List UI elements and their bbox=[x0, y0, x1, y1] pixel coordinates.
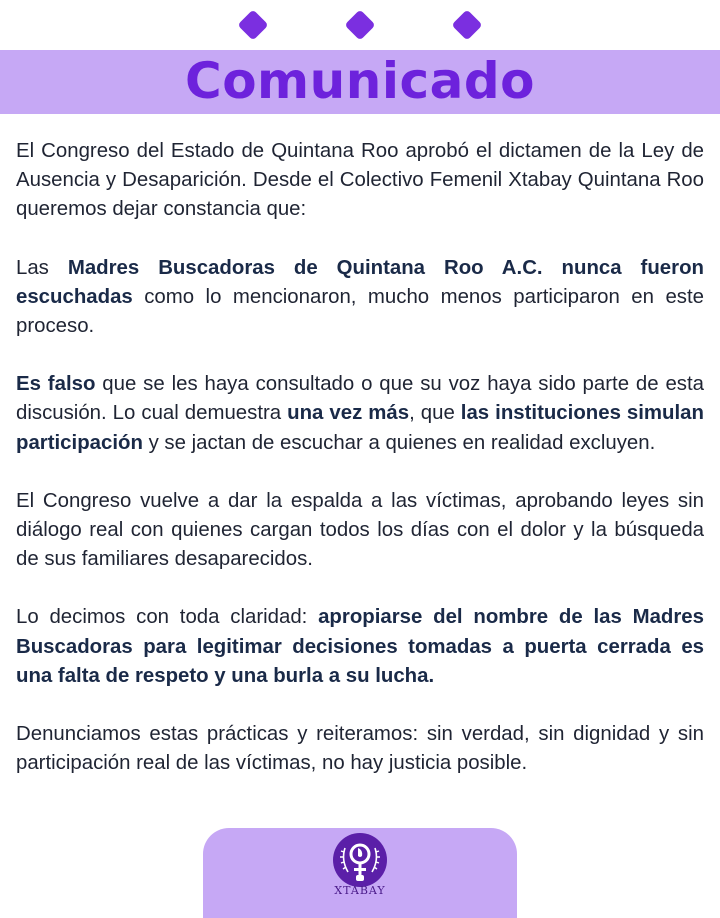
venus-fist-icon bbox=[332, 832, 388, 888]
bold-text: Madres Buscadoras de Quintana Roo A.C. nunca fueron escuchadas bbox=[16, 256, 704, 308]
paragraph bbox=[16, 603, 704, 691]
paragraph bbox=[16, 370, 704, 458]
diamond-left-icon bbox=[237, 9, 268, 40]
text-segment: El Congreso vuelve a dar la espalda a las víctimas, aprobando leyes sin diálogo real con quienes cargan todos los días con el dolor y la búsqueda de sus familiares desaparecidos. bbox=[16, 489, 704, 571]
text-segment: , que bbox=[409, 402, 461, 425]
diamond-center-icon bbox=[344, 9, 375, 40]
text-segment: Denunciamos estas prácticas y reiteramos: sin verdad, sin dignidad y sin participación real de las víctimas, no hay justicia posible. bbox=[16, 723, 704, 775]
bold-text: una vez más bbox=[287, 402, 410, 425]
text-segment: como lo mencionaron, mucho menos participaron en este proceso. bbox=[16, 285, 704, 338]
text-segment: y se jactan de escuchar a quienes en realidad excluyen. bbox=[142, 431, 656, 454]
paragraph bbox=[16, 254, 704, 342]
page-title: Comunicado bbox=[185, 52, 535, 110]
text-segment: que se les haya consultado o que su voz haya sido parte de esta discusión. Lo cual demuestra bbox=[16, 373, 704, 425]
bold-text: Es falso bbox=[16, 373, 96, 396]
paragraph bbox=[16, 487, 704, 575]
text-segment: El Congreso del Estado de Quintana Roo aprobó el dictamen de la Ley de Ausencia y Desaparición. Desde el Colectivo Femenil Xtabay Quintana Roo queremos dejar constancia que: bbox=[16, 140, 704, 221]
text-segment: Las bbox=[16, 256, 68, 279]
paragraph bbox=[16, 137, 704, 225]
statement-body bbox=[16, 137, 704, 807]
text-segment: Lo decimos con toda claridad: bbox=[16, 606, 319, 629]
diamond-right-icon bbox=[451, 9, 482, 40]
bold-text: las instituciones simulan participación bbox=[16, 402, 704, 454]
logo-wordmark: XTABAY bbox=[334, 884, 386, 897]
paragraph bbox=[16, 720, 704, 778]
bold-text: apropiarse del nombre de las Madres Buscadoras para legitimar decisiones tomadas a puerta cerrada es una falta de respeto y una burla a su lucha. bbox=[16, 606, 704, 687]
